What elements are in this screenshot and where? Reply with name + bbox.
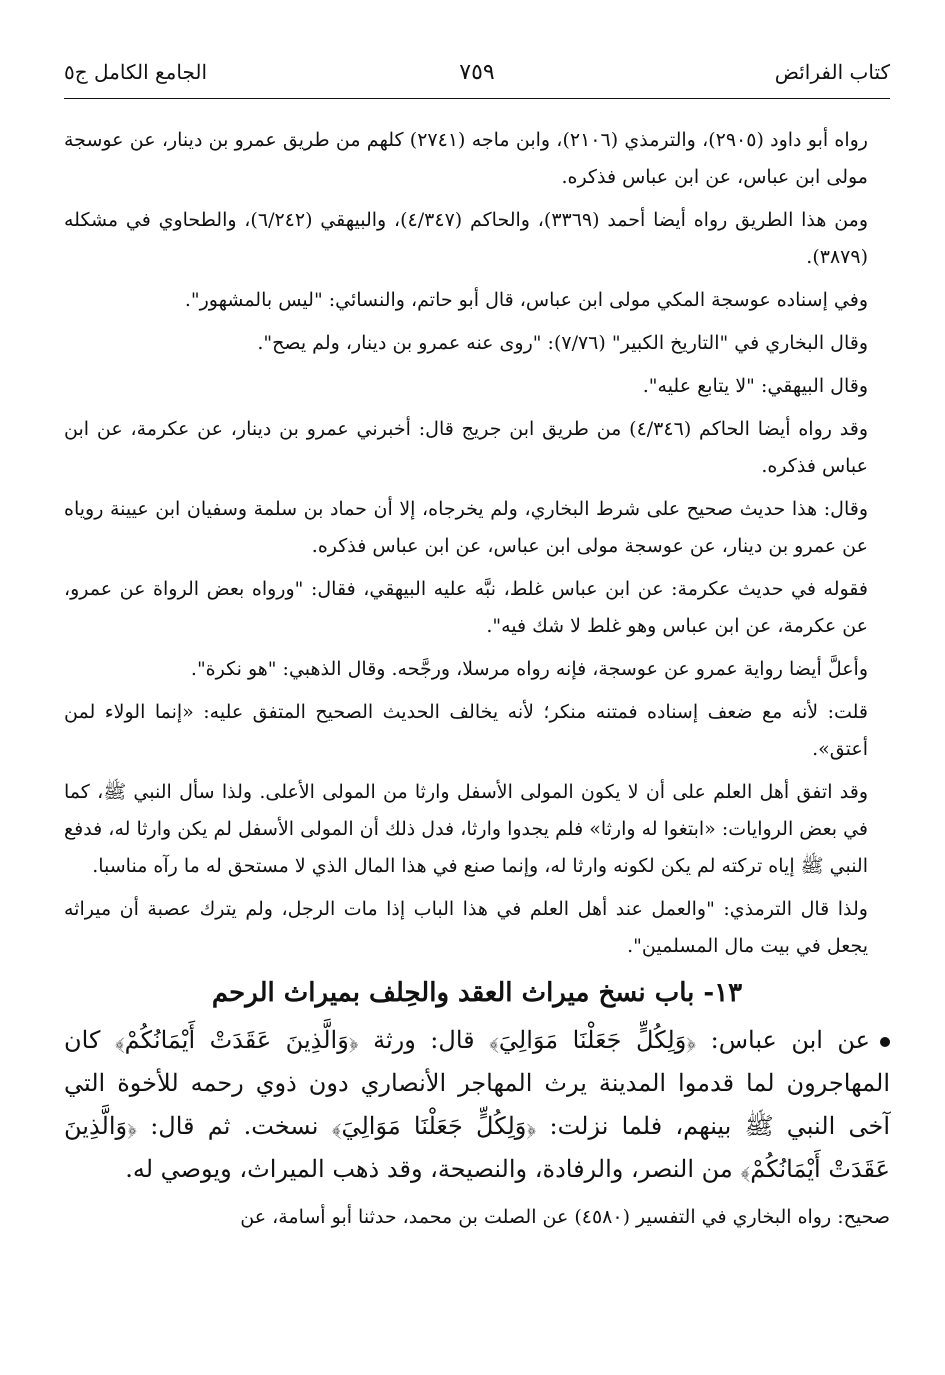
paragraph: ولذا قال الترمذي: "والعمل عند أهل العلم في هذا الباب إذا مات الرجل، ولم يترك عصبة أن ميراثه يجعل في بيت مال المسلمين". <box>64 898 868 957</box>
paragraph: فقوله في حديث عكرمة: عن ابن عباس غلط، نبَّه عليه البيهقي، فقال: "ورواه بعض الرواة عن عمرو، عن عكرمة، عن ابن عباس وهو غلط لا شك فيه". <box>64 578 868 637</box>
book-page <box>64 56 890 1255</box>
paragraph: قلت: لأنه مع ضعف إسناده فمتنه منكر؛ لأنه يخالف الحديث الصحيح المتفق عليه: «إنما الولاء لمن أعتق». <box>64 701 868 760</box>
page-number: ٧٥٩ <box>459 60 495 85</box>
paragraph: وقال البيهقي: "لا يتابع عليه". <box>642 375 868 397</box>
hadith-body: عن ابن عباس: ﴿وَلِكُلٍّ جَعَلْنَا مَوَالِيَ﴾ قال: ورثة ﴿وَالَّذِينَ عَقَدَتْ أَيْمَانُكُمْ﴾ كان المهاجرون لما قدموا المدينة يرث المهاجر الأنصاري دون ذوي رحمه للأخوة التي آخى النبي ﷺ بينهم، فلما نزلت: ﴿وَلِكُلٍّ جَعَلْنَا مَوَالِيَ﴾ نسخت. ثم قال: ﴿وَالَّذِينَ عَقَدَتْ أَيْمَانُكُمْ﴾ من النصر، والرفادة، والنصيحة، وقد ذهب الميراث، ويوصي له. <box>64 1026 890 1183</box>
chapter-title: ١٣- باب نسخ ميراث العقد والحِلف بميراث الرحم <box>211 978 743 1008</box>
paragraph: وقد رواه أيضا الحاكم (٤/٣٤٦) من طريق ابن جريج قال: أخبرني عمرو بن دينار، عن عكرمة، عن ابن عباس فذكره. <box>64 418 869 477</box>
hadith-text <box>64 1019 890 1191</box>
paragraph: ومن هذا الطريق رواه أيضا أحمد (٣٣٦٩)، والحاكم (٤/٣٤٧)، والبيهقي (٦/٢٤٢)، والطحاوي في مشكله (٣٨٧٩). <box>64 209 869 268</box>
paragraph: وفي إسناده عوسجة المكي مولى ابن عباس، قال أبو حاتم، والنسائي: "ليس بالمشهور". <box>184 289 868 311</box>
paragraph: وأعلَّ أيضا رواية عمرو عن عوسجة، فإنه رواه مرسلا، ورجَّحه. وقال الذهبي: "هو نكرة". <box>190 658 868 680</box>
paragraph: وقال البخاري في "التاريخ الكبير" (٧/٧٦): "روى عنه عمرو بن دينار، ولم يصح". <box>257 332 868 354</box>
paragraph: رواه أبو داود (٢٩٠٥)، والترمذي (٢١٠٦)، وابن ماجه (٢٧٤١) كلهم من طريق عمرو بن دينار، عن عوسجة مولى ابن عباس، عن ابن عباس فذكره. <box>64 129 868 188</box>
paragraph: وقال: هذا حديث صحيح على شرط البخاري، ولم يخرجاه، إلا أن حماد بن سلمة وسفيان ابن عيينة روياه عن عمرو بن دينار، عن عوسجة مولى ابن عباس، عن ابن عباس فذكره. <box>64 498 868 557</box>
header-rule <box>64 98 890 99</box>
bullet-icon <box>880 1037 890 1047</box>
hadith-source: صحيح: رواه البخاري في التفسير (٤٥٨٠) عن الصلت بن محمد، حدثنا أبو أسامة، عن <box>240 1206 890 1228</box>
paragraph: وقد اتفق أهل العلم على أن لا يكون المولى الأسفل وارثا من المولى الأعلى. ولذا سأل النبي ﷺ، كما في بعض الروايات: «ابتغوا له وارثا» فلم يجدوا وارثا، فدل ذلك أن المولى الأسفل لم يكن وارثا له، فدفع النبي ﷺ إياه تركته لم يكن لكونه وارثا له، وإنما صنع في هذا المال الذي لا مستحق له ما رآه مناسبا. <box>64 781 868 877</box>
page-body <box>64 122 890 1236</box>
running-header <box>64 56 890 100</box>
book-volume-title: الجامع الكامل ج٥ <box>64 60 208 84</box>
book-section-title: كتاب الفرائض <box>774 60 890 84</box>
